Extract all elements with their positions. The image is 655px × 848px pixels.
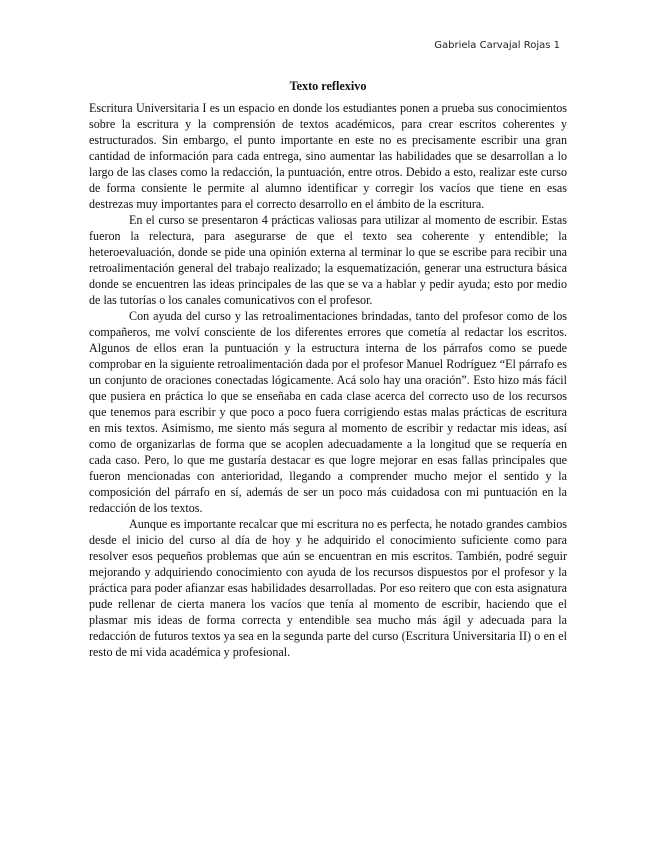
running-head: Gabriela Carvajal Rojas 1 xyxy=(434,40,560,51)
document-title: Texto reflexivo xyxy=(289,79,367,93)
document-body xyxy=(89,78,567,660)
paragraph-conclusion: Aunque es importante recalcar que mi escritura no es perfecta, he notado grandes cambios desde el inicio del curso al día de hoy y he adquirido el conocimiento suficiente como para resolver esos pequeños problemas que aún se encuentran en mis escritos. También, podré seguir mejorando y adquiriendo conocimiento con ayuda de los recursos dispuestos por el profesor y la práctica para poder afianzar esas habilidades desarrolladas. Por eso reitero que con esta asignatura pude rellenar de cierta manera los vacíos que tenía al momento de escribir, haciendo que el plasmar mis ideas de forma correcta y entendible sea mucho más ágil y adecuada para la redacción de futuros textos ya sea en la segunda parte del curso (Escritura Universitaria II) o en el resto de mi vida académica y profesional. xyxy=(89,517,567,659)
paragraph-feedback: Con ayuda del curso y las retroalimentaciones brindadas, tanto del profesor como de los compañeros, me volví consciente de los diferentes errores que cometía al redactar los escritos. Algunos de ellos eran la puntuación y la estructura interna de los párrafos como se puede comprobar en la siguiente retroalimentación dada por el profesor Manuel Rodríguez “El párrafo es un conjunto de oraciones conectadas lógicamente. Acá solo hay una oración”. Esto hizo más fácil que pusiera en práctica lo que se enseñaba en cada clase acerca del correcto uso de los recursos que tenemos para escribir y que poco a poco fuera corrigiendo estas malas prácticas de escritura en mis textos. Asimismo, me siento más segura al momento de escribir y redactar mis ideas, así como de organizarlas de forma que se acoplen adecuadamente a la longitud que se requería en cada caso. Pero, lo que me gustaría destacar es que logre mejorar en esas fallas principales que fueron mencionadas con anterioridad, llegando a comprender mucho mejor el sentido y la composición del párrafo en sí, además de ser un poco más cuidadosa con mi puntuación en la redacción de los textos. xyxy=(89,309,567,515)
paragraph-intro: Escritura Universitaria I es un espacio en donde los estudiantes ponen a prueba sus conocimientos sobre la escritura y la comprensión de textos académicos, para crear escritos coherentes y estructurados. Sin embargo, el punto importante en este no es precisamente escribir una gran cantidad de información para cada entrega, sino aumentar las habilidades que se desarrollan a lo largo de las clases como la redacción, la puntuación, entre otros. Debido a esto, realizar este curso de forma consiente le permite al alumno identificar y corregir los vacíos que tiene en esas destrezas muy importantes para el correcto desarrollo en el ámbito de la escritura. xyxy=(89,101,567,211)
paragraph-practices: En el curso se presentaron 4 prácticas valiosas para utilizar al momento de escribir. Estas fueron la relectura, para asegurarse de que el texto sea coherente y entendible; la heteroevaluación, donde se pide una opinión externa al terminar lo que se escribe para recibir una retroalimentación general del trabajo realizado; la esquematización, generar una estructura básica donde se encuentren las ideas principales de las que se va a hablar y pedir ayuda; esto por medio de las tutorías o los canales comunicativos con el profesor. xyxy=(89,213,567,307)
